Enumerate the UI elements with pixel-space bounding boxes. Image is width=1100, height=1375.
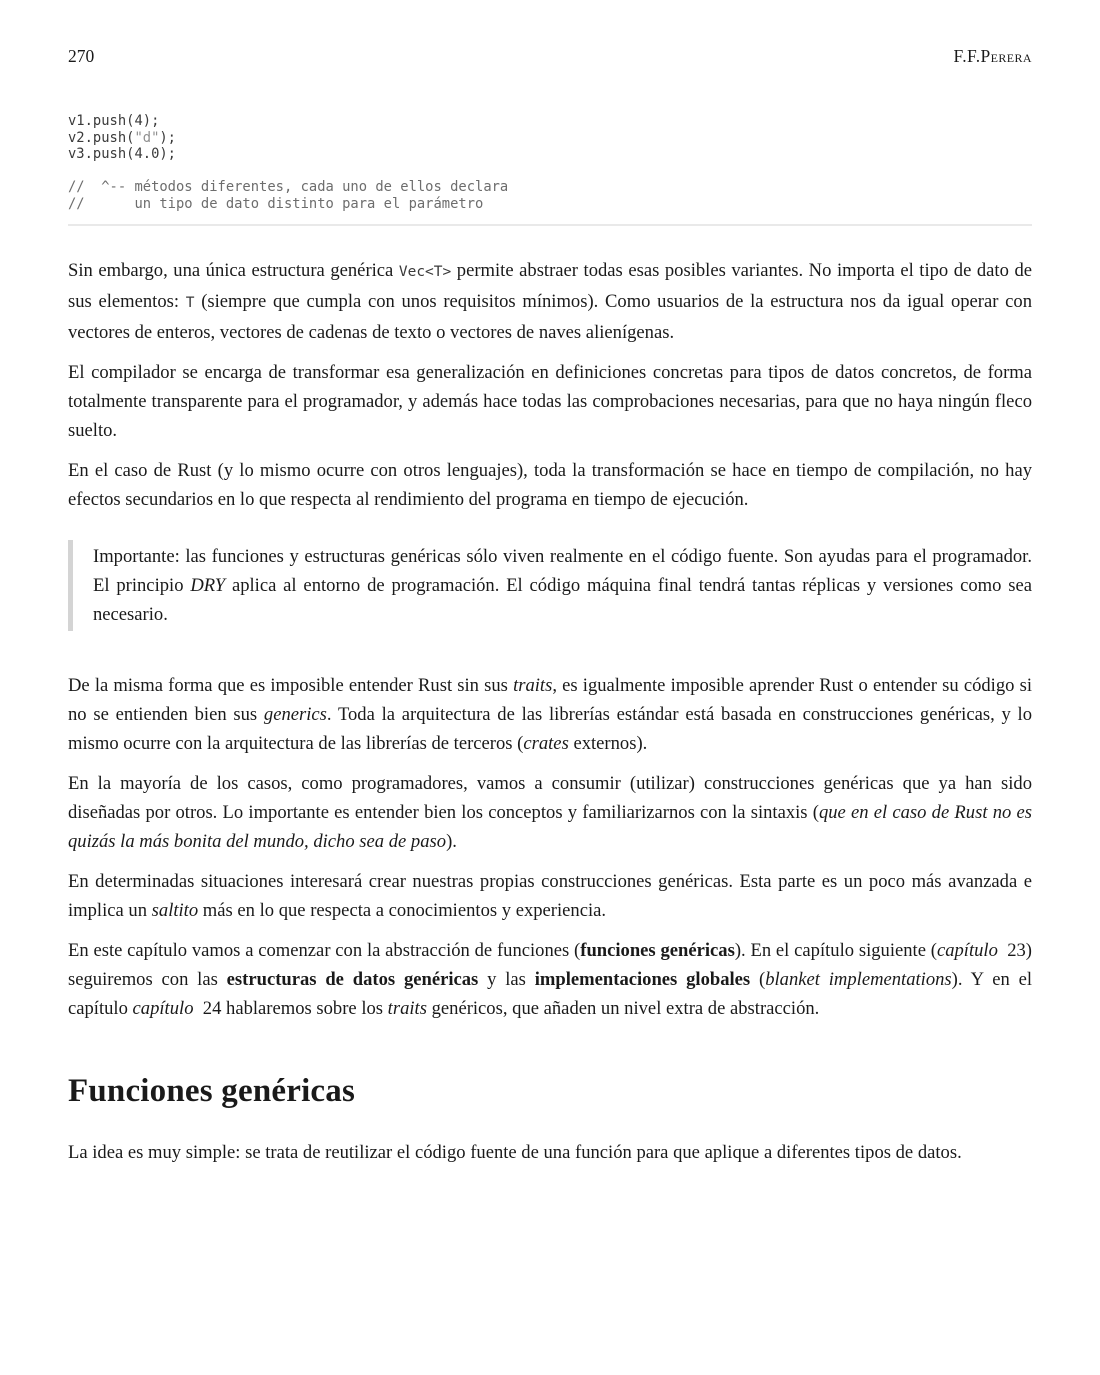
code-line: v2.push("d");: [68, 129, 176, 146]
code-line: v3.push(4.0);: [68, 146, 176, 162]
code-line: // ^-- métodos diferentes, cada uno de ellos declara: [68, 179, 509, 195]
running-header-author: F.F.Perera: [953, 46, 1032, 66]
code-line: // un tipo de dato distinto para el parámetro: [68, 195, 484, 212]
important-callout: [68, 540, 1032, 631]
paragraph-traits-generics: De la misma forma que es imposible entender Rust sin sus traits, es igualmente imposible aprender Rust o entender su código si no se entienden bien sus generics. Toda la arquitectura de las librerías estándar está basada en construcciones genéricas, y lo mismo ocurre con la arquitectura de las librerías de terceros (crates externos).: [68, 675, 1032, 754]
divider: [68, 224, 1032, 226]
page-body: [68, 256, 1032, 1167]
paragraph-determinadas: En determinadas situaciones interesará crear nuestras propias construcciones genéricas. Esta parte es un poco más avanzada e implica un saltito más en lo que respecta a conocimientos y experiencia.: [68, 871, 1032, 921]
paragraph-mayoria-casos: En la mayoría de los casos, como programadores, vamos a consumir (utilizar) construcciones genéricas que ya han sido diseñadas por otros. Lo importante es entender bien los conceptos y familiarizarnos con la sintaxis (que en el caso de Rust no es quizás la más bonita del mundo, dicho sea de paso).: [68, 773, 1032, 852]
callout-text: Importante: las funciones y estructuras genéricas sólo viven realmente en el código fuente. Son ayudas para el programador. El principio DRY aplica al entorno de programación. El código máquina final tendrá tantas réplicas y versiones como sea necesario.: [93, 546, 1032, 625]
code-block: [68, 113, 1032, 212]
paragraph-intro: Sin embargo, una única estructura genérica Vec<T> permite abstraer todas esas posibles variantes. No importa el tipo de dato de sus elementos: T (siempre que cumpla con unos requisitos mínimos). Como usuarios de la estructura nos da igual operar con vectores de enteros, vectores de cadenas de texto o vectores de naves alienígenas.: [68, 260, 1032, 343]
section-heading-funciones-genericas: Funciones genéricas: [68, 1073, 356, 1109]
paragraph-compilador: El compilador se encarga de transformar esa generalización en definiciones concretas para tipos de datos concretos, de forma totalmente transparente para el programador, y además hace todas las comprobaciones necesarias, para que no haya ningún fleco suelto.: [68, 362, 1032, 441]
page-number: 270: [68, 46, 95, 66]
paragraph-este-capitulo: En este capítulo vamos a comenzar con la abstracción de funciones (funciones genéricas). En el capítulo siguiente (capítulo 23) seguiremos con las estructuras de datos genéricas y las implementaciones globales (blanket implementations). Y en el capítulo capítulo 24 hablaremos sobre los traits genéricos, que añaden un nivel extra de abstracción.: [68, 940, 1033, 1019]
running-header: [68, 46, 1032, 67]
code-line: v1.push(4);: [68, 113, 160, 129]
paragraph-idea: La idea es muy simple: se trata de reutilizar el código fuente de una función para que aplique a diferentes tipos de datos.: [68, 1142, 962, 1163]
paragraph-rust-caso: En el caso de Rust (y lo mismo ocurre con otros lenguajes), toda la transformación se hace en tiempo de compilación, no hay efectos secundarios en lo que respecta al rendimiento del programa en tiempo de ejecución.: [68, 460, 1032, 510]
code-line: [68, 163, 1032, 180]
callout-bar: [68, 540, 73, 631]
